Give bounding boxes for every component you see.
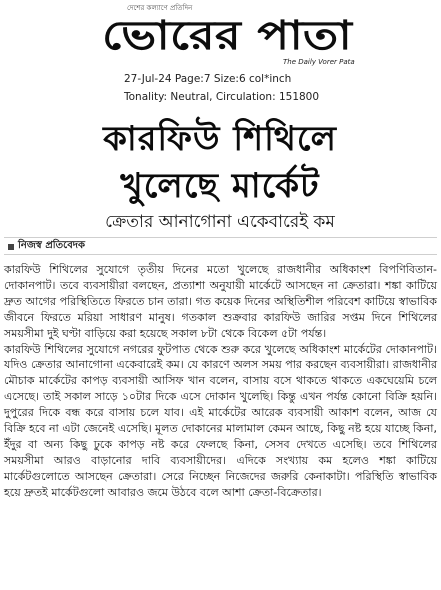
byline bbox=[8, 240, 85, 253]
newspaper-logo-text: ভোরের পাতা bbox=[102, 13, 354, 57]
article-paragraph: কারফিউ শিথিলের সুযোগে নগরের ফুটপাত থেকে শুরু করে খুলেছে অধিকাংশ মার্কেটের দোকানপাট। যদিও ক্রেতার আনাগোনা একেবারেই কম। যে কারণে অলস সময় পার করছেন ব্যবসায়ীরা। রাজধানীর মৌচাক মার্কেটের কাপড় ব্যবসায়ী আসিফ খান বলেন, বাসায় বসে থাকতে থাকতে একঘেয়েমি চলে এসেছে। তাই সকাল সাড়ে ১০টার দিকে এসে দোকান খুলেছি। কিন্তু এখন পর্যন্ত কোনো বিক্রি হয়নি। দুপুরের দিকে বন্ধ করে বাসায় চলে যাব। এই মার্কেটের আরেক ব্যবসায়ী আকাশ বলেন, আজ যে বিক্রি হবে না এটা জেনেই এসেছি। মূলত দোকানের মালামাল কেমন আছে, কিছু নষ্ট হয়ে যাচ্ছে কিনা, ইঁদুর বা অন্য কিছু ঢুকে কাপড় নষ্ট করে ফেলছে কিনা, সেসব দেখতে এসেছি। তবে শিথিলের সময়সীমা আরও বাড়ানোর দাবি ব্যবসায়ীদের। এদিকে সংখ্যায় কম হলেও শঙ্কা কাটিয়ে মার্কেটগুলোতে আসছেন ক্রেতারা। সেরে নিচ্ছেন নিজেদের জরুরি কেনাকাটা। পরিস্থিতি স্বাভাবিক হয়ে দ্রুতই মার্কেটগুলো আবারও জমে উঠবে বলে আশা ক্রেতা-বিক্রেতার। bbox=[4, 342, 437, 499]
subheadline: ক্রেতার আনাগোনা একেবারেই কম bbox=[105, 212, 335, 232]
byline-text: নিজস্ব প্রতিবেদক bbox=[18, 240, 86, 251]
clipping-meta-date-page: 27-Jul-24 Page:7 Size:6 col*inch bbox=[124, 73, 292, 85]
headline-line-2: খুলেছে মার্কেট bbox=[120, 166, 320, 206]
masthead-english-name: The Daily Vorer Pata bbox=[283, 58, 355, 66]
square-bullet-icon bbox=[8, 244, 14, 250]
masthead bbox=[0, 0, 441, 70]
article-paragraph: কারফিউ শিথিলের সুযোগে তৃতীয় দিনের মতো খুলেছে রাজধানীর অধিকাংশ বিপণিবিতান-দোকানপাট। তবে ব্যবসায়ীরা বলছেন, প্রত্যাশা অনুযায়ী মার্কেটে আসছেন না ক্রেতারা। শঙ্কা কাটিয়ে দ্রুত আগের পরিস্থিতিতে ফিরতে চান তারা। গত কয়েক দিনের অস্থিতিশীল পরিবেশ কাটিয়ে স্বাভাবিক জীবনে ফিরতে মরিয়া সাধারণ মানুষ। গতকাল শুক্রবার কারফিউ জারির সপ্তম দিনে শিথিলের সময়সীমা দুই ঘণ্টা বাড়িয়ে করা হয়েছে সকাল ৮টা থেকে বিকেল ৫টা পর্যন্ত। bbox=[4, 263, 437, 340]
masthead-tagline: দেশের কল্যাণে প্রতিদিন bbox=[127, 4, 193, 12]
clipping-meta-tonality: Tonality: Neutral, Circulation: 151800 bbox=[124, 91, 320, 103]
byline-bottom-rule bbox=[4, 254, 437, 255]
article-body bbox=[4, 262, 437, 501]
headline-line-1: কারফিউ শিথিলে bbox=[103, 119, 337, 159]
newspaper-logo bbox=[100, 9, 355, 57]
